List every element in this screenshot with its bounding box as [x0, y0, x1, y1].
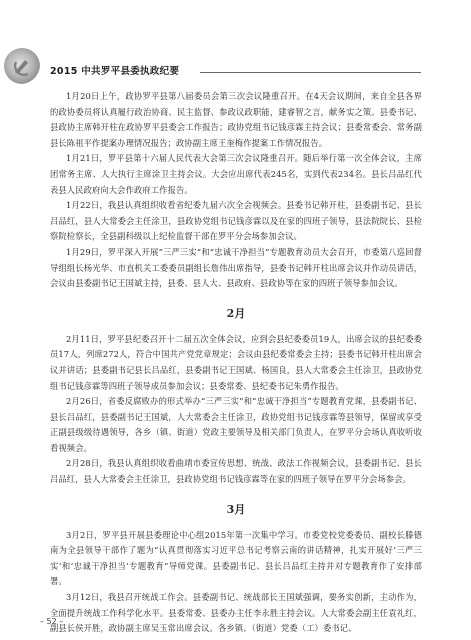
paragraph-mar-12: 3月12日，我县召开统战工作会。县委副书记、统战部长王国斌强调，要务实创新，主动作为，全面提升统战工作科学化水平。县委常委、县委办主任李永胜主持会议。人大常委会副主任袁礼红，副县长侯开胜，政协副主席吴玉常出席会议。各乡镇、（街道）党委（工）委书记、 — [50, 592, 422, 634]
paragraph-feb-26: 2月26日，省委反腐败办的形式举办“三严三实”和“忠诚干净担当”专题教育党课，县委副书记、县长吕品红，县委副书记王国斌，人大常委会主任涂卫，政协党组书记钱彦霖等县领导，保留或享受正副县级级待遇领导，各乡（镇、街道）党政主要领导及相关部门负责人，在罗平分会场认真收听收看视频会。 — [50, 396, 422, 453]
month-heading-mar: 3月 — [226, 502, 246, 516]
paragraph-feb-11: 2月11日，罗平县纪委召开十二届五次全体会议，应到会县纪委委员19人，出席会议的县纪委委员17人，列席272人，符合中国共产党党章规定；会议由县纪委常委会主持；县委书记韩开柱出席会议并讲话；县委副书记县长吕品红，县委副书记王国斌、杨国良，县人大常委会主任涂卫，县政协党组书记钱彦霖等四班子领导成员参加会议；县委常委、县纪委书记朱勇作报告。 — [50, 333, 422, 391]
page-header — [0, 0, 471, 80]
month-heading-feb: 2月 — [226, 306, 246, 320]
header-rule — [200, 72, 421, 73]
paragraph-jan-29: 1月29日，罗平深入开展“三严三实”和“忠诚干净担当”专题教育动员大会召开，市委第八巡回督导组组长杨光华、市直机关工委委员副组长詹伟出席指导，县委书记韩开柱出席会议并作动员讲话，会议由县委副书记王国斌主持，县委、县人大、县政府、县政协等在家的四班子领导参加会议。 — [50, 246, 422, 289]
paragraph-mar-02: 3月2日，罗平县开展县委理论中心组2015年第一次集中学习。市委党校党委委员、副校长滕德南为全县领导干部作了题为“认真贯彻落实习近平总书记考察云南的讲话精神，扎实开展好‘三严三实’和‘忠诚干净担当’专题教育”导师党课。县委副书记、县长吕品红主持并对专题教育作了安排部署。 — [50, 529, 422, 587]
paragraph-jan-20: 1月20日上午，政协罗平县第八届委员会第三次会议隆重召开。在4天会议期间，来自全县各界的政协委员将认真履行政治协商、民主监督、参政议政职能，建睿智之言，献务实之策。县委书记、县政协主席韩开柱在政协罗平县委会工作报告；政协党组书记钱彦霖主持会议；县委常委会、常务副县长陈祖平作提案办理情况报告；政协副主席王奎梅作提案工作情况报告。 — [50, 91, 422, 148]
paragraph-jan-22: 1月22日，我县认真组织收看省纪委九届六次全会视频会。县委书记韩开柱，县委副书记、县长吕品红，县人大常委会主任涂卫，县政协党组书记钱彦霖以及在家的四班子领导，县法院院长、县检察院检察长，全县副科级以上纪检监督干部在罗平分会场参加会议。 — [50, 200, 422, 242]
paragraph-feb-28: 2月28日，我县认真组织收看曲靖市委宣传思想、统战、政法工作视频会议，县委副书记、县长吕品红，县人大常委会主任涂卫，县政协党组书记钱彦霖等在家的四班子领导在罗平分会场参会。 — [50, 458, 422, 485]
header-title: 2015 中共罗平县委执政纪要 — [50, 66, 180, 77]
page-content — [50, 89, 422, 637]
page-number: – 52 – — [40, 617, 64, 626]
party-emblem-icon — [4, 48, 40, 84]
paragraph-jan-21: 1月21日，罗平县第十六届人民代表大会第三次会议隆重召开。随后举行第一次全体会议，主席团常务主席、人大执行主席涂卫主持会议。大会应出席代表245名，实到代表234名。县长吕品红代表县人民政府向大会作政府工作报告。 — [50, 153, 422, 195]
